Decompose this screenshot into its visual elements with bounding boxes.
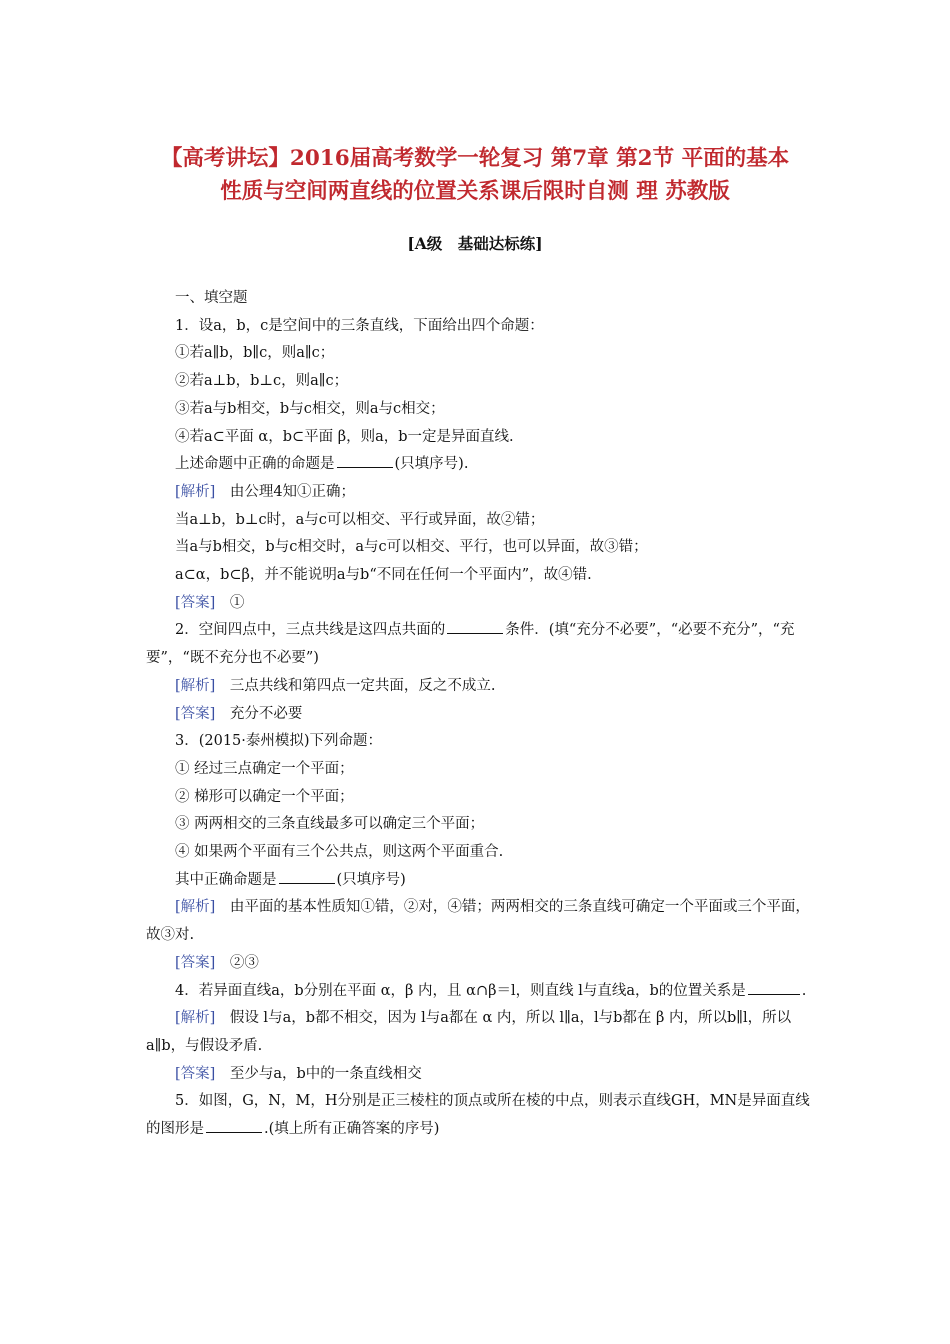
analysis-tag: [解析] [175, 899, 216, 916]
q1-item-2: ②若a⊥b，b⊥c，则a∥c； [175, 373, 349, 390]
q1-analysis-line-2: 当a⊥b，b⊥c时，a与c可以相交、平行或异面，故②错； [175, 511, 545, 528]
q5-stem-post: .(填上所有正确答案的序号) [264, 1121, 440, 1138]
q4-stem-pre: 4．若异面直线a，b分别在平面 α，β 内，且 α∩β＝l，则直线 l与直线a，b的位置关系是 [175, 982, 746, 999]
q1-item-3: ③若a与b相交，b与c相交，则a与c相交； [175, 400, 445, 417]
q2-stem-pre: 2．空间四点中，三点共线是这四点共面的 [175, 622, 446, 639]
answer-tag: [答案] [175, 705, 216, 722]
q3-item-4: ④ 如果两个平面有三个公共点，则这两个平面重合. [175, 844, 504, 861]
q1-analysis [146, 479, 814, 507]
q1-answer-value: ① [229, 594, 245, 611]
q1-analysis-line-4: a⊂α，b⊂β，并不能说明a与b“不同在任何一个平面内”，故④错. [175, 567, 592, 584]
q5-stem [146, 1088, 814, 1143]
q2-answer-value: 充分不必要 [229, 705, 303, 722]
q1-item-4: ④若a⊂平面 α，b⊂平面 β，则a，b一定是异面直线. [175, 428, 514, 445]
q4-answer [146, 1061, 814, 1089]
q3-ask-pre: 其中正确命题是 [175, 871, 277, 888]
q4-analysis-text: 假设 l与a，b都不相交，因为 l与a都在 α 内，所以 l∥a，l与b都在 β 内，所以b∥l，所以a∥b，与假设矛盾. [146, 1010, 792, 1054]
q3-analysis [146, 894, 814, 949]
q3-answer-blank [279, 869, 335, 884]
q2-analysis-text: 三点共线和第四点一定共面，反之不成立. [229, 677, 496, 694]
q4-analysis [146, 1005, 814, 1060]
title-line-1: 【高考讲坛】2016届高考数学一轮复习 第7章 第2节 平面的基本 [160, 146, 790, 171]
q3-item-3: ③ 两两相交的三条直线最多可以确定三个平面； [175, 816, 485, 833]
q1-analysis-line-1: 由公理4知①正确； [229, 483, 356, 500]
document-title [140, 142, 810, 208]
q2-analysis [146, 673, 814, 701]
q3-item-1: ① 经过三点确定一个平面； [175, 760, 354, 777]
answer-tag: [答案] [175, 594, 216, 611]
q1-stem: 1．设a，b，c是空间中的三条直线，下面给出四个命题： [175, 317, 544, 334]
level-heading: [A级 基础达标练] [407, 234, 543, 253]
q1-ask-post: (只填序号). [394, 456, 469, 473]
q1-answer [146, 590, 814, 618]
q2-stem [146, 617, 814, 672]
q5-stem-pre: 5．如图，G，N，M，H分别是正三棱柱的顶点或所在棱的中点，则表示直线GH，MN是异面直线的图形是 [146, 1093, 810, 1138]
q4-stem-post: . [801, 982, 807, 999]
title-line-2: 性质与空间两直线的位置关系课后限时自测 理 苏教版 [220, 179, 730, 204]
q3-ask [146, 867, 814, 895]
q1-ask [146, 451, 814, 479]
q2-answer-blank [447, 619, 503, 634]
q4-answer-blank [748, 980, 800, 995]
analysis-tag: [解析] [175, 677, 216, 694]
q3-answer-value: ②③ [229, 954, 259, 971]
q5-answer-blank [206, 1118, 262, 1133]
q4-answer-value: 至少与a，b中的一条直线相交 [229, 1065, 422, 1082]
analysis-tag: [解析] [175, 483, 216, 500]
answer-tag: [答案] [175, 954, 216, 971]
section-heading: 一、填空题 [175, 290, 248, 306]
q1-ask-pre: 上述命题中正确的命题是 [175, 456, 335, 473]
q3-ask-post: (只填序号) [336, 871, 406, 888]
q4-stem [146, 978, 814, 1006]
q3-analysis-text: 由平面的基本性质知①错，②对，④错；两两相交的三条直线可确定一个平面或三个平面，故③对. [146, 899, 810, 944]
q3-item-2: ② 梯形可以确定一个平面； [175, 788, 354, 805]
q3-stem: 3．(2015·泰州模拟)下列命题： [175, 733, 383, 750]
analysis-tag: [解析] [175, 1010, 216, 1027]
answer-tag: [答案] [175, 1065, 216, 1082]
q2-stem-post: 条件．(填“充分不必要”，“必要不充分”，“充要”，“既不充分也不必要”) [146, 622, 795, 667]
q3-answer [146, 950, 814, 978]
q1-answer-blank [337, 453, 393, 468]
document-body [146, 285, 814, 1144]
q1-analysis-line-3: 当a与b相交，b与c相交时，a与c可以相交、平行，也可以异面，故③错； [175, 539, 648, 556]
q1-item-1: ①若a∥b，b∥c，则a∥c； [175, 345, 335, 362]
q2-answer [146, 701, 814, 729]
